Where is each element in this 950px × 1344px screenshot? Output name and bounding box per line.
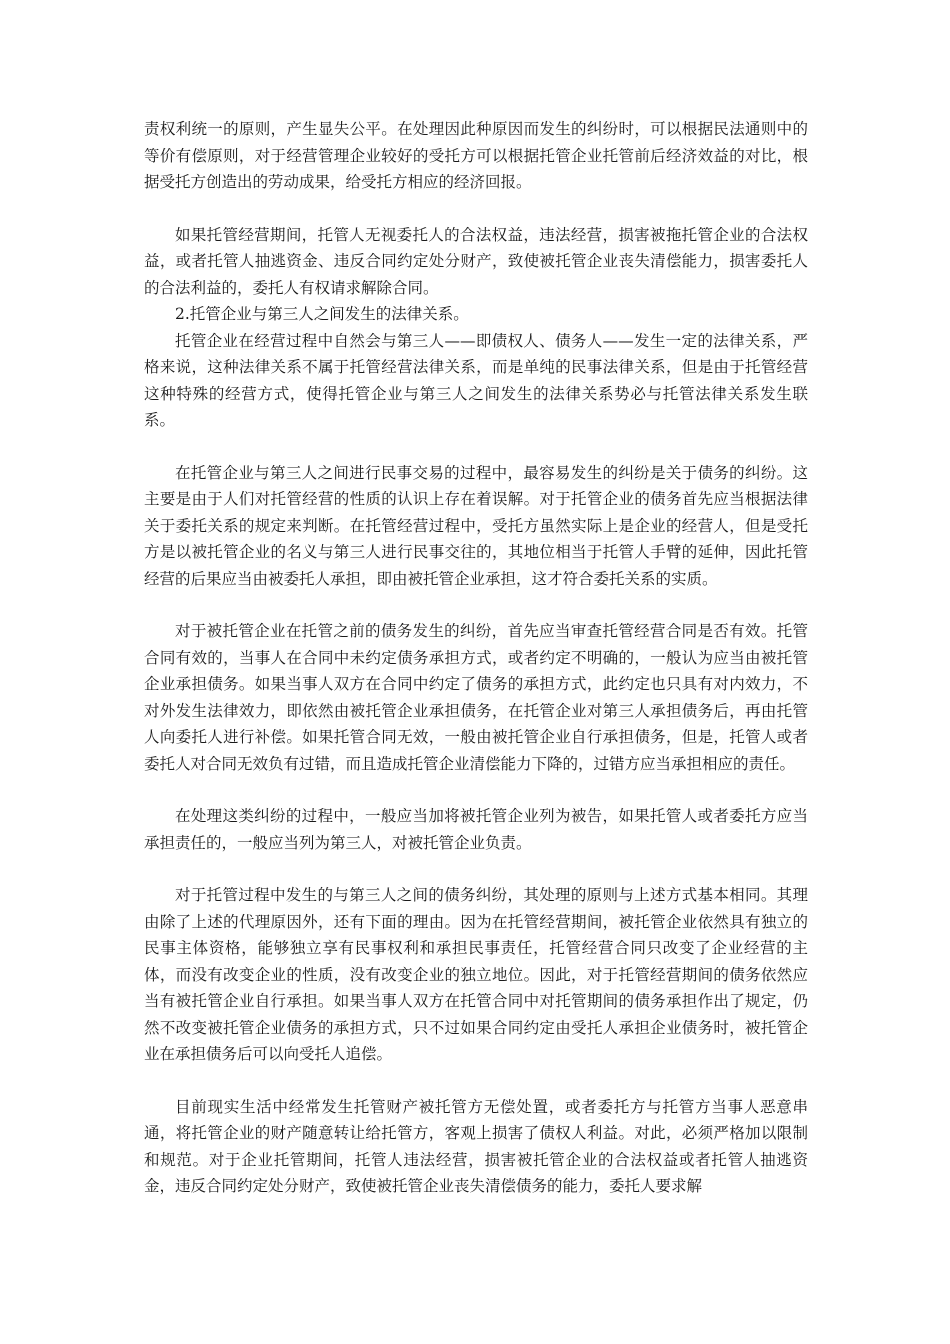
section-heading-third-party: 2.托管企业与第三人之间发生的法律关系。 (175, 305, 469, 323)
paragraph-debt-disputes: 在托管企业与第三人之间进行民事交易的过程中，最容易发生的纠纷是关于债务的纠纷。这主要是由于人们对托管经营的性质的认识上存在着误解。对于托管企业的债务首先应当根据法律关于委托关系的规定来判断。在托管经营过程中，受托方虽然实际上是企业的经营人，但是受托方是以被托管企业的名义与第三人进行民事交往的，其地位相当于托管人手臂的延伸，因此托管经营的后果应当由被委托人承担，即由被托管企业承担，这才符合委托关系的实质。 (144, 463, 808, 588)
paragraph-third-party-relation: 托管企业在经营过程中自然会与第三人——即债权人、债务人——发生一定的法律关系，严格来说，这种法律关系不属于托管经营法律关系，而是单纯的民事法律关系，但是由于托管经营这种特殊的经营方式，使得托管企业与第三人之间发生的法律关系势必与托管法律关系发生联系。 (144, 331, 808, 429)
paragraph-asset-disposal: 目前现实生活中经常发生托管财产被托管方无偿处置，或者委托方与托管方当事人恶意串通，将托管企业的财产随意转让给托管方，客观上损害了债权人利益。对此，必须严格加以限制和规范。对于企业托管期间，托管人违法经营，损害被托管企业的合法权益或者托管人抽逃资金，违反合同约定处分财产，致使被托管企业丧失清偿债务的能力，委托人要求解 (144, 1097, 808, 1195)
paragraph-pre-trust-debt: 对于被托管企业在托管之前的债务发生的纠纷，首先应当审查托管经营合同是否有效。托管合同有效的，当事人在合同中未约定债务承担方式，或者约定不明确的，一般认为应当由被托管企业承担债务。如果当事人双方在合同中约定了债务的承担方式，此约定也只具有对内效力，不对外发生法律效力，即依然由被托管企业承担债务，在托管企业对第三人承担债务后，再由托管人向委托人进行补偿。如果托管合同无效，一般由被托管企业自行承担债务，但是，托管人或者委托人对合同无效负有过错，而且造成托管企业清偿能力下降的，过错方应当承担相应的责任。 (144, 622, 808, 773)
paragraph-continuation: 责权利统一的原则，产生显失公平。在处理因此种原因而发生的纠纷时，可以根据民法通则中的等价有偿原则，对于经营管理企业较好的受托方可以根据托管企业托管前后经济效益的对比，根据受托方创造出的劳动成果，给受托方相应的经济回报。 (144, 120, 808, 191)
paragraph-during-trust-debt: 对于托管过程中发生的与第三人之间的债务纠纷，其处理的原则与上述方式基本相同。其理由除了上述的代理原因外，还有下面的理由。因为在托管经营期间，被托管企业依然具有独立的民事主体资格，能够独立享有民事权利和承担民事责任，托管经营合同只改变了企业经营的主体，而没有改变企业的性质，没有改变企业的独立地位。因此，对于托管经营期间的债务依然应当有被托管企业自行承担。如果当事人双方在托管合同中对托管期间的债务承担作出了规定，仍然不改变被托管企业债务的承担方式，只不过如果合同约定由受托人承担企业债务时，被托管企业在承担债务后可以向受托人追偿。 (144, 886, 808, 1063)
paragraph-defendant: 在处理这类纠纷的过程中，一般应当加将被托管企业列为被告，如果托管人或者委托方应当承担责任的，一般应当列为第三人，对被托管企业负责。 (144, 807, 808, 852)
paragraph-termination-right: 如果托管经营期间，托管人无视委托人的合法权益，违法经营，损害被拖托管企业的合法权益，或者托管人抽逃资金、违反合同约定处分财产，致使被托管企业丧失清偿能力，损害委托人的合法利益的，委托人有权请求解除合同。 (144, 225, 808, 297)
document-body (144, 116, 808, 1200)
